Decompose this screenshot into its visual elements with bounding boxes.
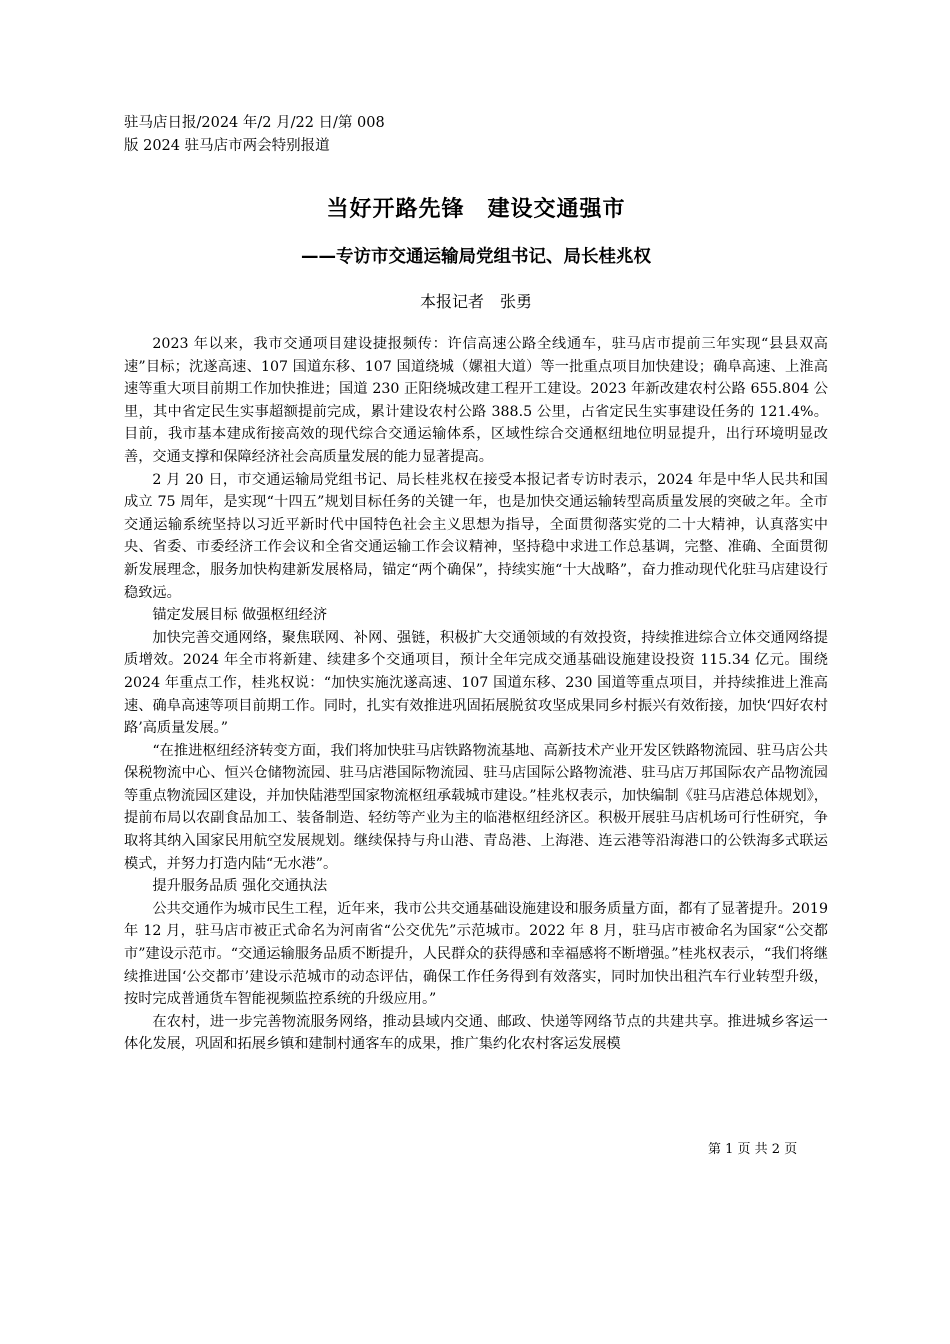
paragraph-5: 公共交通作为城市民生工程，近年来，我市公共交通基础设施建设和服务质量方面，都有了显著提升。2019 年 12 月，驻马店市被正式命名为河南省“公交优先”示范城市。2022 年 8 月，驻马店市被命名为国家“公交都市”建设示范市。“交通运输服务品质不断提升，人民群众的获得感和幸福感将不断增强。”桂兆权表示，“我们将继续推进国‘公交都市’建设示范城市的动态评估，确保工作任务得到有效落实，同时加快出租汽车行业转型升级，按时完成普通货车智能视频监控系统的升级应用。” [124,900,828,1008]
article-subtitle: ——专访市交通运输局党组书记、局长桂兆权 [301,247,651,267]
section-heading-2: 提升服务品质 强化交通执法 [152,878,328,895]
article-body [124,333,828,1056]
section-heading-1: 锚定发展目标 做强枢纽经济 [152,607,328,624]
source-line-2: 版 2024 驻马店市两会特别报道 [124,138,330,154]
paragraph-4: “在推进枢纽经济转变方面，我们将加快驻马店铁路物流基地、高新技术产业开发区铁路物流园、驻马店公共保税物流中心、恒兴仓储物流园、驻马店港国际物流园、驻马店国际公路物流港、驻马店万邦国际农产品物流园等重点物流园区建设，并加快陆港型国家物流枢纽承载城市建设。”桂兆权表示，加快编制《驻马店港总体规划》，提前布局以农副食品加工、装备制造、轻纺等产业为主的临港枢纽经济区。积极开展驻马店机场可行性研究，争取将其纳入国家民用航空发展规划。继续保持与舟山港、青岛港、上海港、连云港等沿海港口的公铁海多式联运模式，并努力打造内陆“无水港”。 [124,742,828,872]
document-page [124,112,828,1056]
page-number: 第 1 页 共 2 页 [708,1142,798,1157]
paragraph-3: 加快完善交通网络，聚焦联网、补网、强链，积极扩大交通领域的有效投资，持续推进综合立体交通网络提质增效。2024 年全市将新建、续建多个交通项目，预计全年完成交通基础设施建设投资 115.34 亿元。围绕 2024 年重点工作，桂兆权说：“加快实施沈遂高速、107 国道东移、230 国道等重点项目，并持续推进上淮高速、确阜高速等项目前期工作。同时，扎实有效推进巩固拓展脱贫攻坚成果同乡村振兴有效衔接，加快‘四好农村路’高质量发展。” [124,629,828,737]
article-byline: 本报记者 张勇 [419,292,532,311]
paragraph-2: 2 月 20 日，市交通运输局党组书记、局长桂兆权在接受本报记者专访时表示，2024 年是中华人民共和国成立 75 周年，是实现“十四五”规划目标任务的关键一年，也是加快交通运输转型高质量发展的突破之年。全市交通运输系统坚持以习近平新时代中国特色社会主义思想为指导，全面贯彻落实党的二十大精神，认真落实中央、省委、市委经济工作会议和全省交通运输工作会议精神，坚持稳中求进工作总基调，完整、准确、全面贯彻新发展理念，服务加快构建新发展格局，锚定“两个确保”，持续实施“十大战略”，奋力推动现代化驻马店建设行稳致远。 [124,471,828,601]
source-line-1: 驻马店日报/2024 年/2 月/22 日/第 008 [124,115,385,131]
paragraph-1: 2023 年以来，我市交通项目建设捷报频传：许信高速公路全线通车，驻马店市提前三年实现“县县双高速”目标；沈遂高速、107 国道东移、107 国道绕城（嫘祖大道）等一批重点项目加快建设；确阜高速、上淮高速等重大项目前期工作加快推进；国道 230 正阳绕城改建工程开工建设。2023 年新改建农村公路 655.804 公里，其中省定民生实事超额提前完成，累计建设农村公路 388.5 公里，占省定民生实事建设任务的 121.4%。目前，我市基本建成衔接高效的现代综合交通运输体系，区域性综合交通枢纽地位明显提升，出行环境明显改善，交通支撑和保障经济社会高质量发展的能力显著提高。 [124,336,828,465]
article-title: 当好开路先锋 建设交通强市 [326,197,626,222]
paragraph-6: 在农村，进一步完善物流服务网络，推动县域内交通、邮政、快递等网络节点的共建共享。推进城乡客运一体化发展，巩固和拓展乡镇和建制村通客车的成果，推广集约化农村客运发展模 [124,1013,828,1053]
